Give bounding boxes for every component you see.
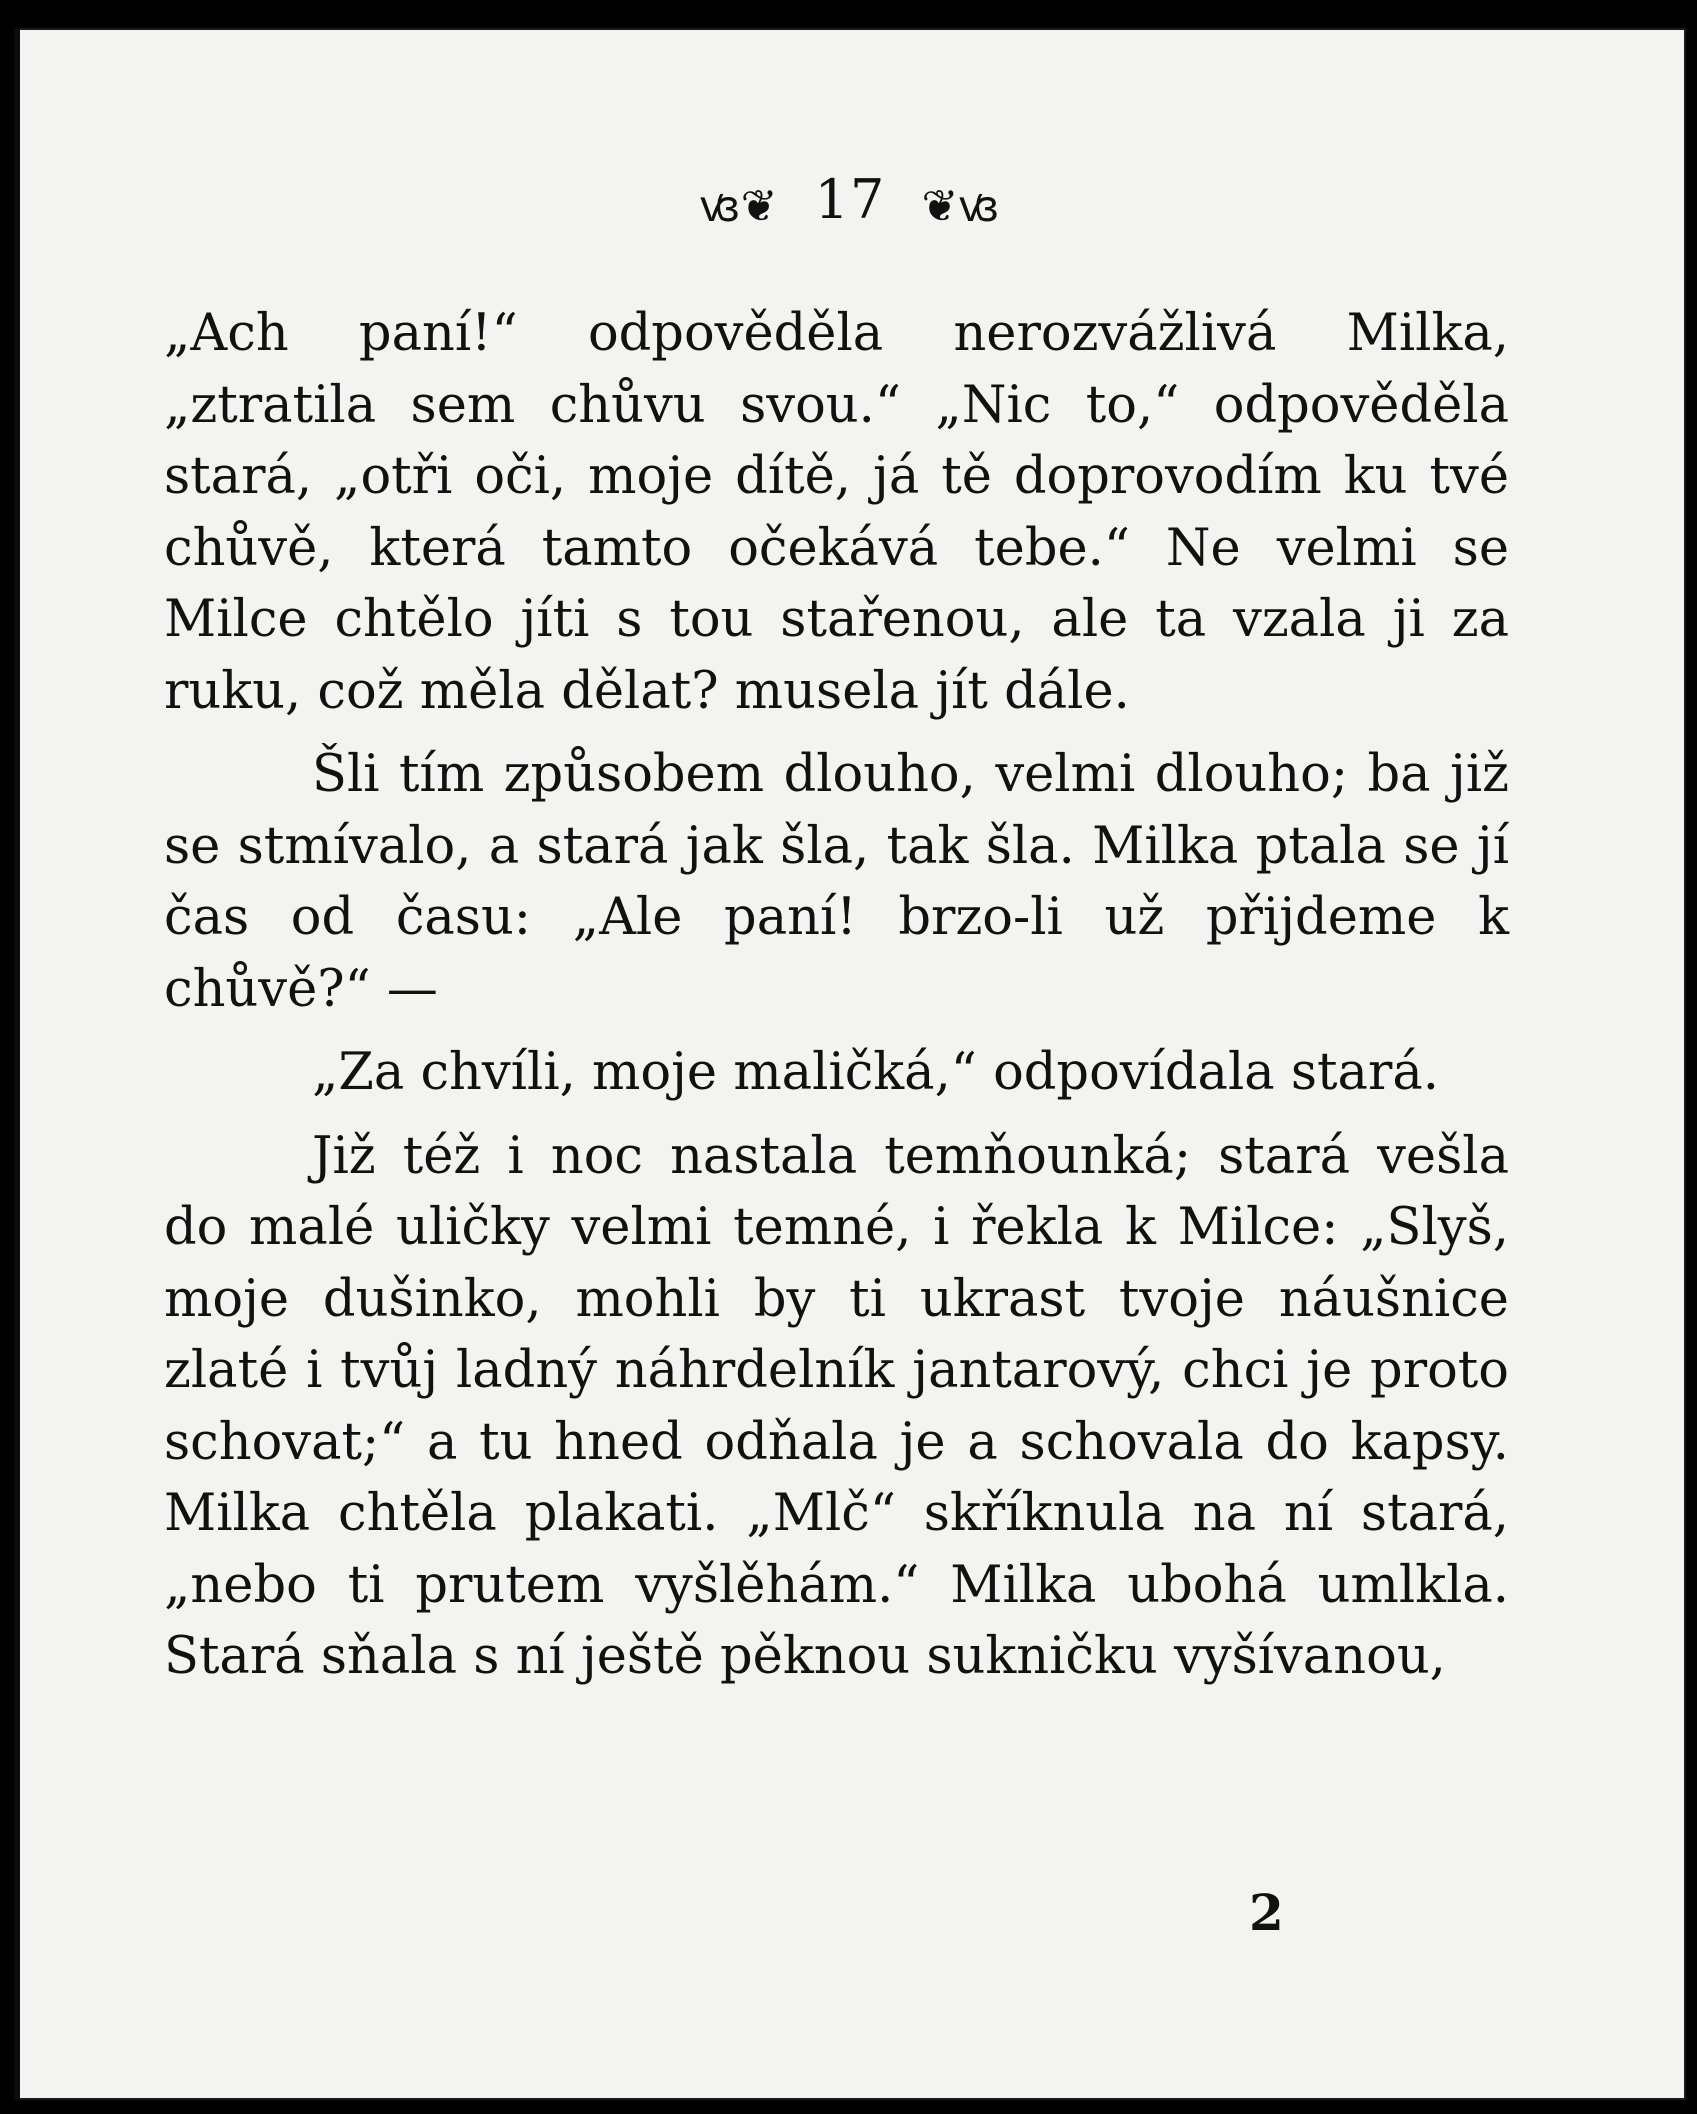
paragraph-2: Šli tím způsobem dlouho, velmi dlouho; ba již se stmívalo, a stará jak šla, tak šla. Milka ptala se jí čas od času: „Ale paní! brzo-li už přijdeme k chůvě?“ — [164, 745, 1509, 1019]
paragraph-1: „Ach paní!“ odpověděla nerozvážlivá Milka, „ztratila sem chůvu svou.“ „Nic to,“ odpověděla stará, „otři oči, moje dítě, já tě doprovodím ku tvé chůvě, která tamto očekává tebe.“ Ne velmi se Milce chtělo jíti s tou stařenou, ale ta vzala ji za ruku, což měla dělat? musela jít dále. [164, 304, 1509, 721]
book-page [14, 28, 1686, 2100]
body-text [164, 298, 1509, 1705]
paragraph-4: Již též i noc nastala temňounká; stará vešla do malé uličky velmi temné, i řekla k Milce: „Slyš, moje dušinko, mohli by ti ukrast tvoje náušnice zlaté i tvůj ladný náhrdelník jantarový, chci je proto schovat;“ a tu hned odňala je a schovala do kapsy. Milka chtěla plakati. „Mlč“ skříknula na ní stará, „nebo ti prutem vyšlěhám.“ Milka ubohá umlkla. Stará sňala s ní ještě pěknou sukničku vyšívanou, [164, 1126, 1509, 1686]
ornament-left-icon: ꟃ❦ [700, 181, 779, 232]
paragraph-3: „Za chvíli, moje maličká,“ odpovídala stará. [312, 1043, 1439, 1102]
ornament-right-icon: ❦ꟃ [921, 181, 1000, 232]
page-number: 17 [814, 168, 886, 231]
page-edge [14, 28, 20, 2100]
signature-mark: 2 [1249, 1883, 1284, 1942]
page-header [14, 168, 1686, 234]
